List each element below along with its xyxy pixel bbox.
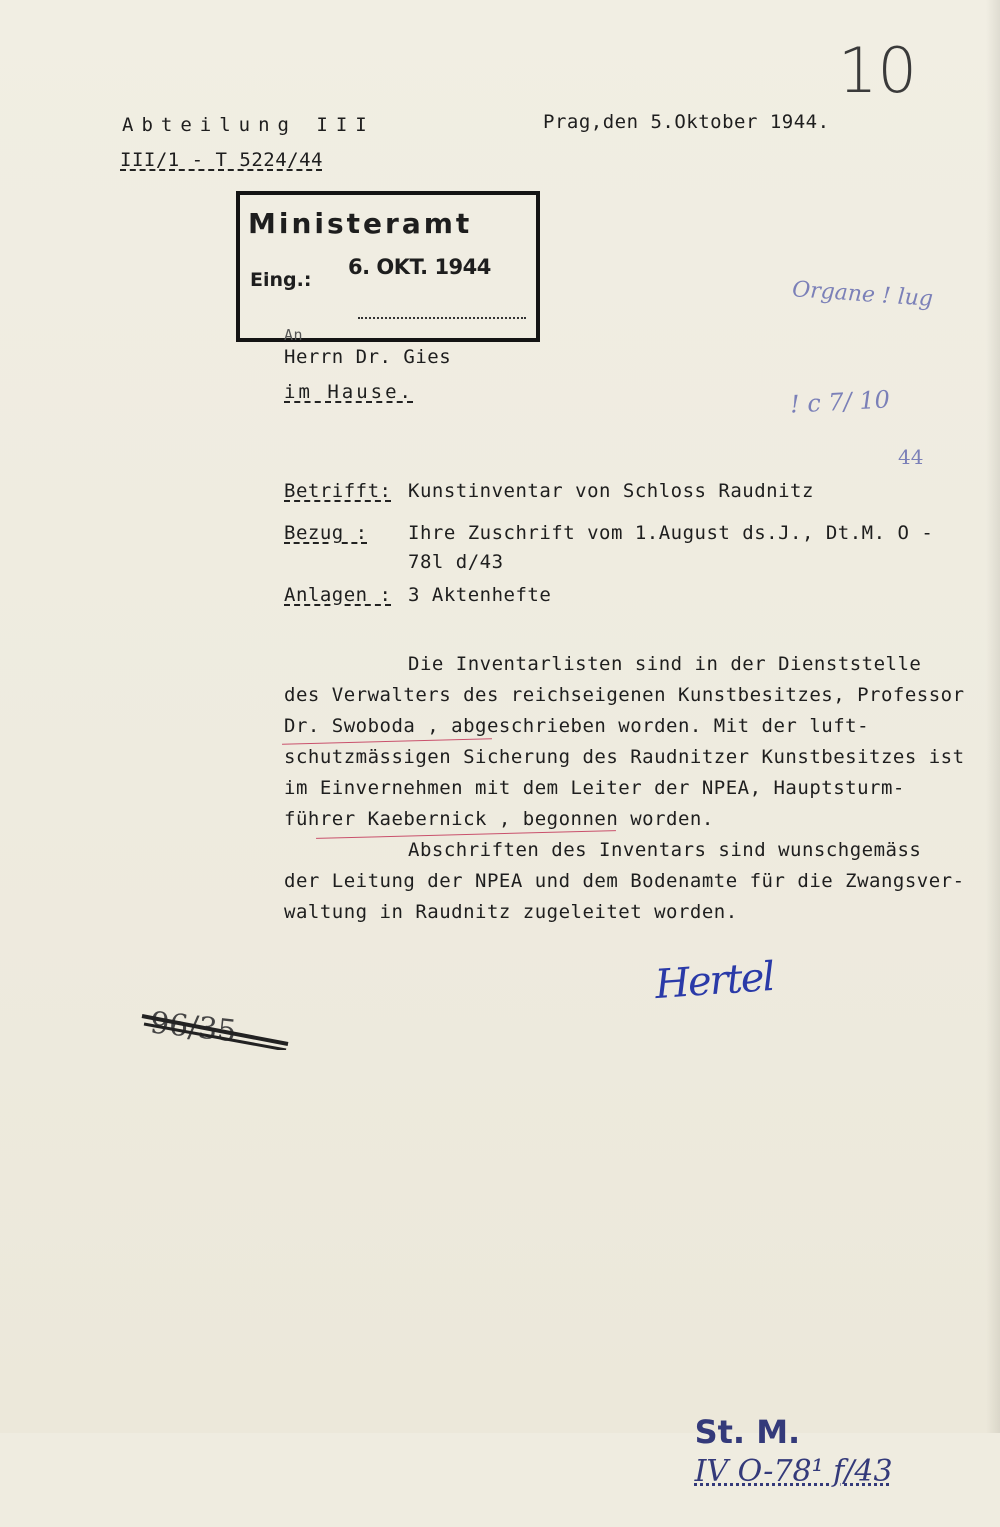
received-stamp bbox=[236, 191, 540, 342]
body-line: Dr. Swoboda , abgeschrieben worden. Mit der luft- bbox=[284, 715, 870, 737]
page-number: 10 bbox=[838, 34, 917, 107]
betrifft-label: Betrifft: bbox=[284, 480, 392, 502]
recipient-prefix: An bbox=[284, 326, 304, 344]
recipient-location: im Hause. bbox=[284, 381, 414, 403]
bezug-label: Bezug : bbox=[284, 522, 368, 544]
stamp-dotted-line bbox=[358, 317, 526, 319]
stamp-title: Ministeramt bbox=[248, 207, 473, 240]
reference-number: III/1 - T 5224/44 bbox=[120, 149, 323, 171]
margin-note-top: Organe ! lug bbox=[791, 277, 934, 312]
body-line: der Leitung der NPEA und dem Bodenamte für die Zwangsver- bbox=[284, 870, 965, 892]
body-line: im Einvernehmen mit dem Leiter der NPEA, Hauptsturm- bbox=[284, 777, 905, 799]
crossed-out-number: 96/35 bbox=[148, 1005, 239, 1050]
stamp-date: 6. OKT. 1944 bbox=[348, 255, 491, 279]
department: Abteilung III bbox=[122, 114, 375, 136]
stamp-label: Eing.: bbox=[250, 269, 312, 291]
body-line: Abschriften des Inventars sind wunschgemäss bbox=[408, 839, 922, 861]
anlagen-label: Anlagen : bbox=[284, 584, 392, 606]
recipient-name: Herrn Dr. Gies bbox=[284, 346, 452, 368]
betrifft-value: Kunstinventar von Schloss Raudnitz bbox=[408, 480, 814, 502]
body-line: waltung in Raudnitz zugeleitet worden. bbox=[284, 901, 738, 923]
file-stamp-prefix: St. M. bbox=[694, 1413, 801, 1451]
margin-note-mid: ! c 7/ 10 bbox=[789, 385, 891, 419]
red-underline-kaebernick bbox=[316, 830, 616, 839]
body-line: Die Inventarlisten sind in der Dienststelle bbox=[408, 653, 922, 675]
file-stamp-value: IV O-78¹ f/43 bbox=[694, 1454, 893, 1489]
file-stamp bbox=[650, 1375, 893, 1527]
body-line: des Verwalters des reichseigenen Kunstbesitzes, Professor bbox=[284, 684, 965, 706]
place-date: Prag,den 5.Oktober 1944. bbox=[543, 111, 830, 133]
anlagen-value: 3 Aktenhefte bbox=[408, 584, 552, 606]
body-line: schutzmässigen Sicherung des Raudnitzer Kunstbesitzes ist bbox=[284, 746, 965, 768]
signature: Hertel bbox=[653, 953, 775, 1009]
bezug-value-line2: 78l d/43 bbox=[408, 551, 504, 573]
strike-through-mark bbox=[140, 1010, 290, 1050]
body-line: führer Kaebernick , begonnen worden. bbox=[284, 808, 714, 830]
bezug-value-line1: Ihre Zuschrift vom 1.August ds.J., Dt.M. O - bbox=[408, 522, 934, 544]
margin-note-year: 44 bbox=[898, 445, 924, 469]
red-underline-swoboda bbox=[282, 738, 492, 744]
